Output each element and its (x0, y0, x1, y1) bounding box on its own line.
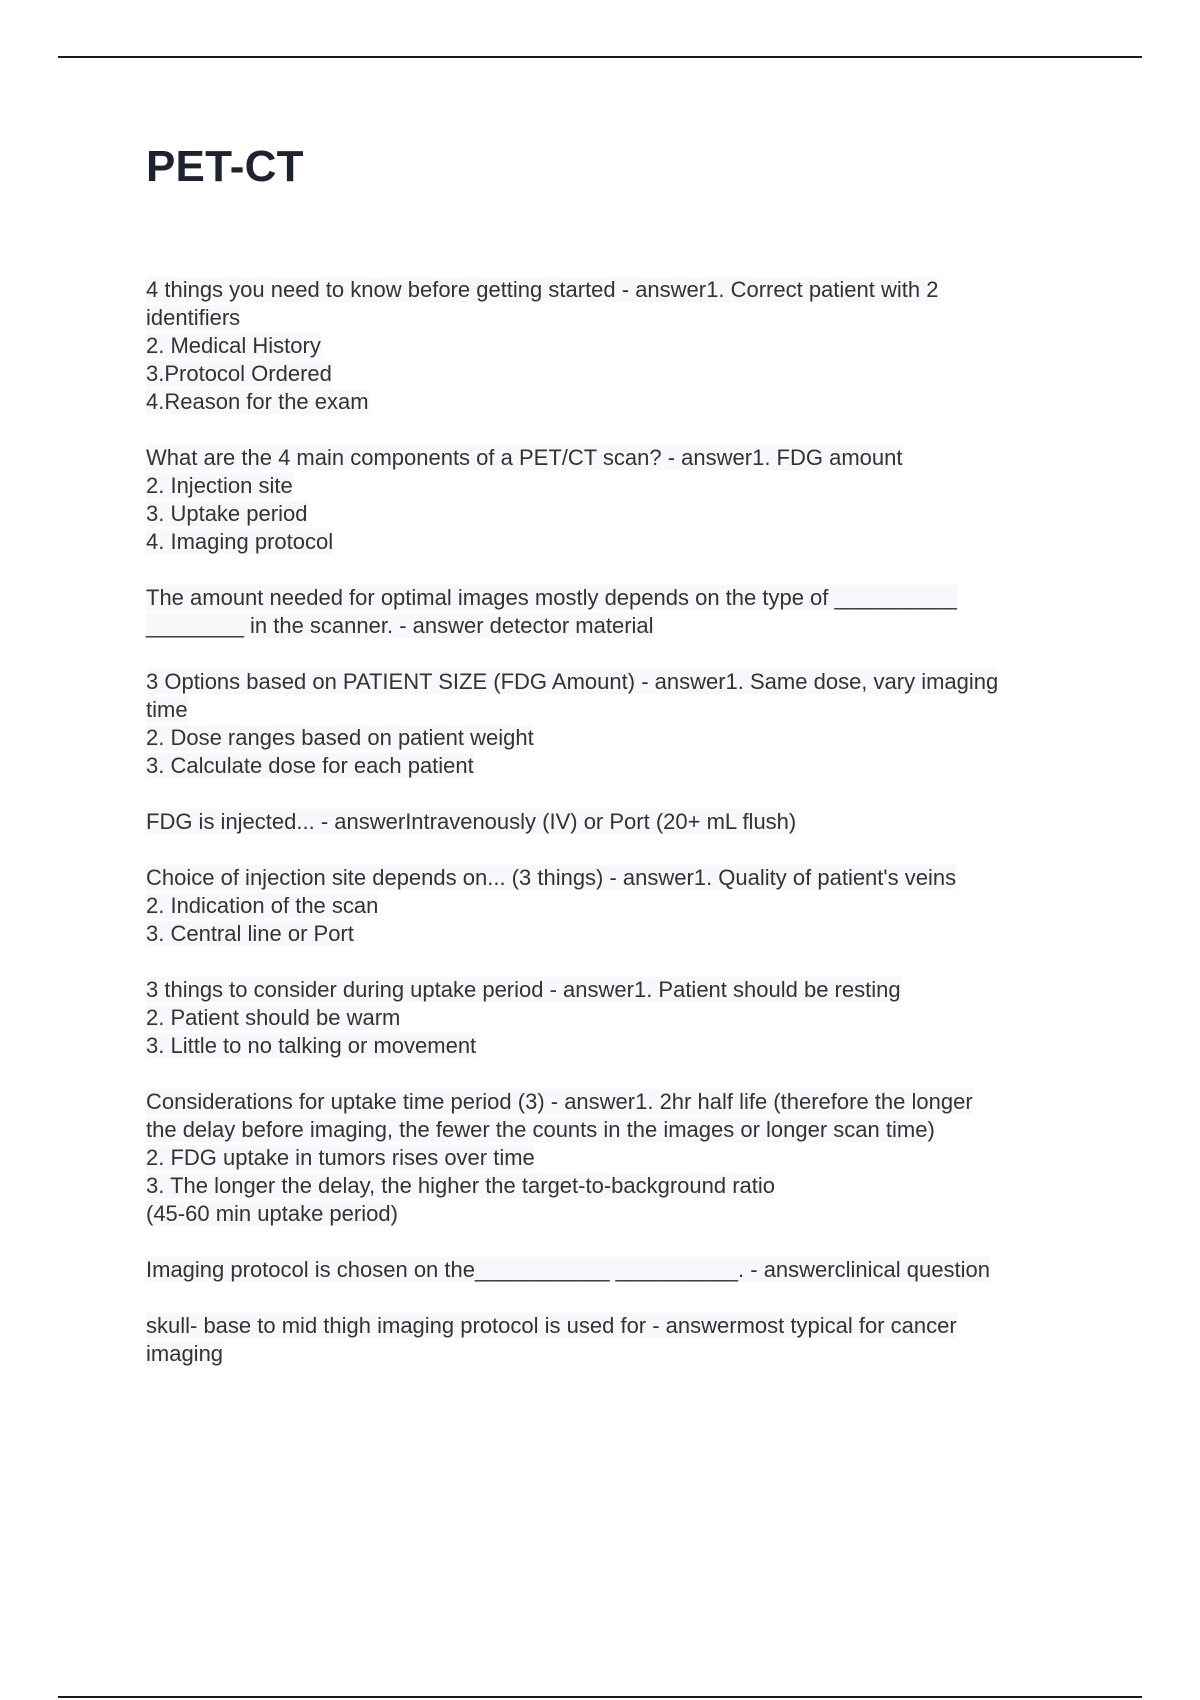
flashcard-text: FDG is injected... - answerIntravenously (IV) or Port (20+ mL flush) (146, 809, 797, 834)
flashcard-text: 4 things you need to know before getting started - answer1. Correct patient with 2 (146, 277, 939, 302)
flashcard-text: 2. Injection site (146, 473, 293, 498)
flashcard-text: 3. Uptake period (146, 501, 308, 526)
bottom-divider (58, 1696, 1142, 1698)
flashcard-text: 2. Dose ranges based on patient weight (146, 725, 534, 750)
flashcard-text: 3.Protocol Ordered (146, 361, 332, 386)
flashcard-text: 4.Reason for the exam (146, 389, 369, 414)
flashcard (146, 864, 1096, 948)
page-title: PET-CT (146, 142, 304, 191)
flashcard-text: 3. The longer the delay, the higher the target-to-background ratio (146, 1173, 776, 1198)
flashcard-text: skull- base to mid thigh imaging protocol is used for - answermost typical for cancer (146, 1313, 957, 1338)
flashcard-text: imaging (146, 1341, 224, 1366)
flashcard-text: 2. FDG uptake in tumors rises over time (146, 1145, 535, 1170)
flashcard-text: The amount needed for optimal images mostly depends on the type of __________ (146, 585, 957, 610)
flashcard (146, 976, 1096, 1060)
flashcard (146, 1256, 1096, 1284)
flashcard (146, 808, 1096, 836)
flashcard (146, 1088, 1096, 1228)
flashcard-text: Considerations for uptake time period (3) - answer1. 2hr half life (therefore the longer (146, 1089, 973, 1114)
flashcard-text: time (146, 697, 188, 722)
flashcard-text: 3. Central line or Port (146, 921, 354, 946)
flashcard (146, 584, 1096, 640)
flashcard-text: ________ in the scanner. - answer detector material (146, 613, 654, 638)
flashcard (146, 668, 1096, 780)
flashcard-text: Imaging protocol is chosen on the___________ __________. - answerclinical question (146, 1257, 990, 1282)
flashcard (146, 1312, 1096, 1368)
flashcard-text: 3 Options based on PATIENT SIZE (FDG Amount) - answer1. Same dose, vary imaging (146, 669, 999, 694)
flashcard-text: 2. Patient should be warm (146, 1005, 401, 1030)
flashcard-text: 4. Imaging protocol (146, 529, 334, 554)
flashcard (146, 276, 1096, 416)
flashcard-text: 3. Little to no talking or movement (146, 1033, 477, 1058)
flashcard-text: What are the 4 main components of a PET/CT scan? - answer1. FDG amount (146, 445, 903, 470)
flashcard-text: Choice of injection site depends on... (3 things) - answer1. Quality of patient's veins (146, 865, 957, 890)
flashcard-text: 2. Indication of the scan (146, 893, 379, 918)
flashcard-text: identifiers (146, 305, 241, 330)
flashcard-text: 2. Medical History (146, 333, 321, 358)
top-divider (58, 56, 1142, 58)
flashcard-text: 3 things to consider during uptake period - answer1. Patient should be resting (146, 977, 901, 1002)
flashcard-list (146, 276, 1096, 1368)
flashcard-text: (45-60 min uptake period) (146, 1201, 398, 1226)
flashcard-text: the delay before imaging, the fewer the counts in the images or longer scan time) (146, 1117, 935, 1142)
document-page (146, 140, 1096, 1396)
flashcard (146, 444, 1096, 556)
flashcard-text: 3. Calculate dose for each patient (146, 753, 474, 778)
